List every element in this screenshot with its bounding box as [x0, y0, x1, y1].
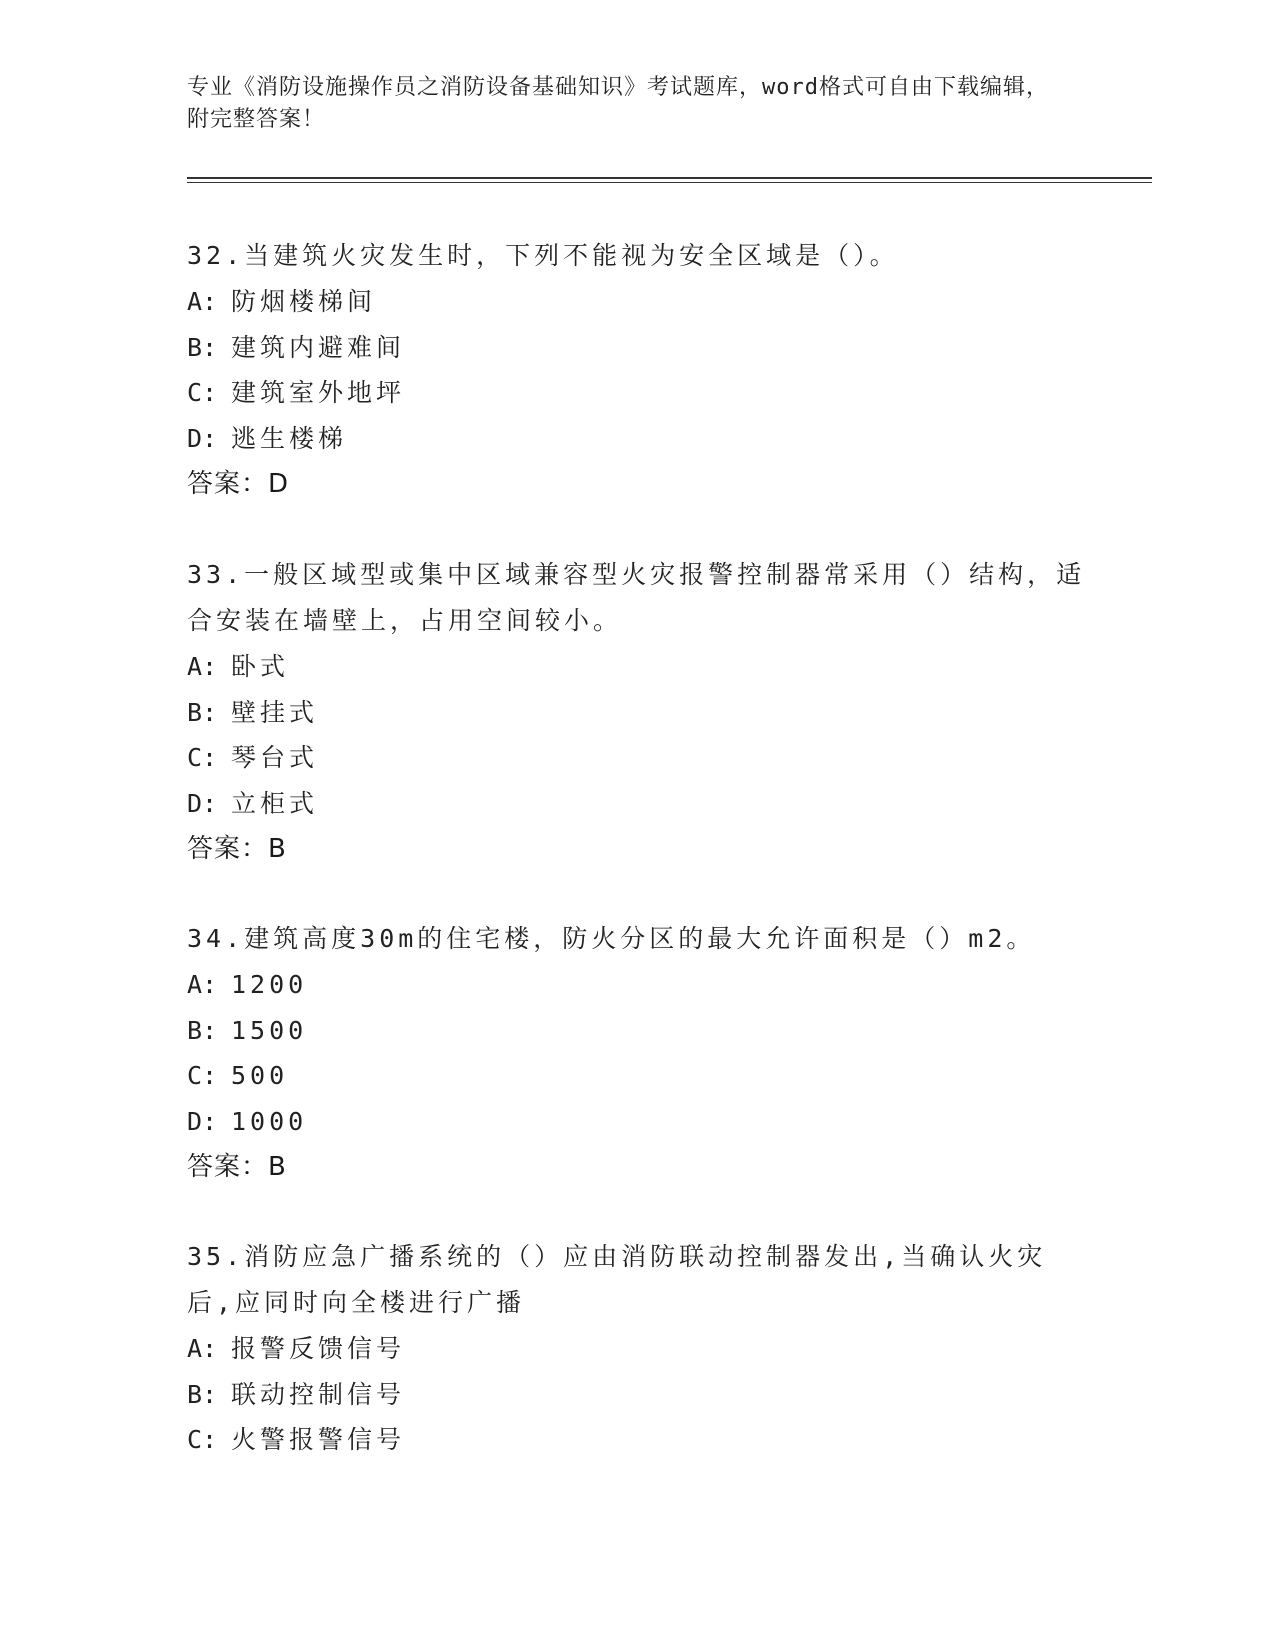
option-b	[187, 325, 1087, 371]
option-text: 500	[231, 1061, 289, 1090]
question-stem: 33.一般区域型或集中区域兼容型火灾报警控制器常采用（）结构，适合安装在墙壁上，占用空间较小。	[187, 560, 1086, 635]
option-a	[187, 962, 1087, 1008]
question-stem: 32.当建筑火灾发生时，下列不能视为安全区域是（）。	[187, 241, 899, 270]
option-letter: B:	[187, 1379, 218, 1409]
option-text: 立柜式	[231, 788, 319, 818]
option-letter: C:	[187, 1061, 218, 1090]
option-c	[187, 370, 1087, 416]
option-letter: C:	[187, 743, 218, 772]
option-c	[187, 1053, 1087, 1099]
option-c	[187, 735, 1087, 781]
option-text: 逃生楼梯	[231, 423, 348, 453]
option-a	[187, 644, 1087, 690]
option-letter: B:	[187, 697, 218, 727]
option-b	[187, 1008, 1087, 1054]
option-text: 防烟楼梯间	[231, 287, 377, 316]
option-text: 火警报警信号	[231, 1425, 406, 1454]
option-d	[187, 1099, 1087, 1145]
option-text: 建筑内避难间	[231, 332, 406, 362]
option-letter: C:	[187, 1425, 218, 1454]
question-35	[187, 1234, 1087, 1463]
option-text: 1000	[231, 1106, 308, 1136]
question-stem: 34.建筑高度30m的住宅楼，防火分区的最大允许面积是（）m2。	[187, 924, 1036, 953]
option-d	[187, 416, 1087, 462]
option-letter: A:	[187, 1334, 218, 1363]
answer-line: 答案：D	[187, 469, 290, 499]
option-letter: A:	[187, 970, 218, 999]
option-letter: D:	[187, 423, 218, 453]
option-letter: D:	[187, 788, 218, 818]
question-34	[187, 916, 1087, 1190]
option-b	[187, 1372, 1087, 1418]
option-letter: C:	[187, 378, 218, 407]
option-c	[187, 1417, 1087, 1463]
question-32	[187, 233, 1087, 507]
document-intro: 专业《消防设施操作员之消防设备基础知识》考试题库，word格式可自由下载编辑，附完整答案！	[187, 75, 1049, 132]
option-b	[187, 690, 1087, 736]
option-text: 建筑室外地坪	[231, 378, 406, 407]
option-text: 1200	[231, 970, 308, 999]
header-divider-thin	[187, 182, 1152, 183]
option-letter: A:	[187, 652, 218, 681]
option-letter: B:	[187, 1015, 218, 1045]
option-letter: D:	[187, 1106, 218, 1136]
option-text: 报警反馈信号	[231, 1334, 406, 1363]
answer-line: 答案：B	[187, 1152, 287, 1182]
option-letter: B:	[187, 332, 218, 362]
option-a	[187, 279, 1087, 325]
option-text: 联动控制信号	[231, 1379, 406, 1409]
option-text: 壁挂式	[231, 697, 319, 727]
option-text: 琴台式	[231, 743, 319, 772]
option-d	[187, 781, 1087, 827]
option-text: 卧式	[231, 652, 290, 681]
answer-line: 答案：B	[187, 834, 287, 864]
option-letter: A:	[187, 287, 218, 316]
question-stem: 35.消防应急广播系统的（）应由消防联动控制器发出,当确认火灾后,应同时向全楼进行广播	[187, 1242, 1047, 1317]
header-divider-thick	[187, 177, 1152, 179]
option-a	[187, 1326, 1087, 1372]
question-33	[187, 552, 1087, 872]
option-text: 1500	[231, 1015, 308, 1045]
